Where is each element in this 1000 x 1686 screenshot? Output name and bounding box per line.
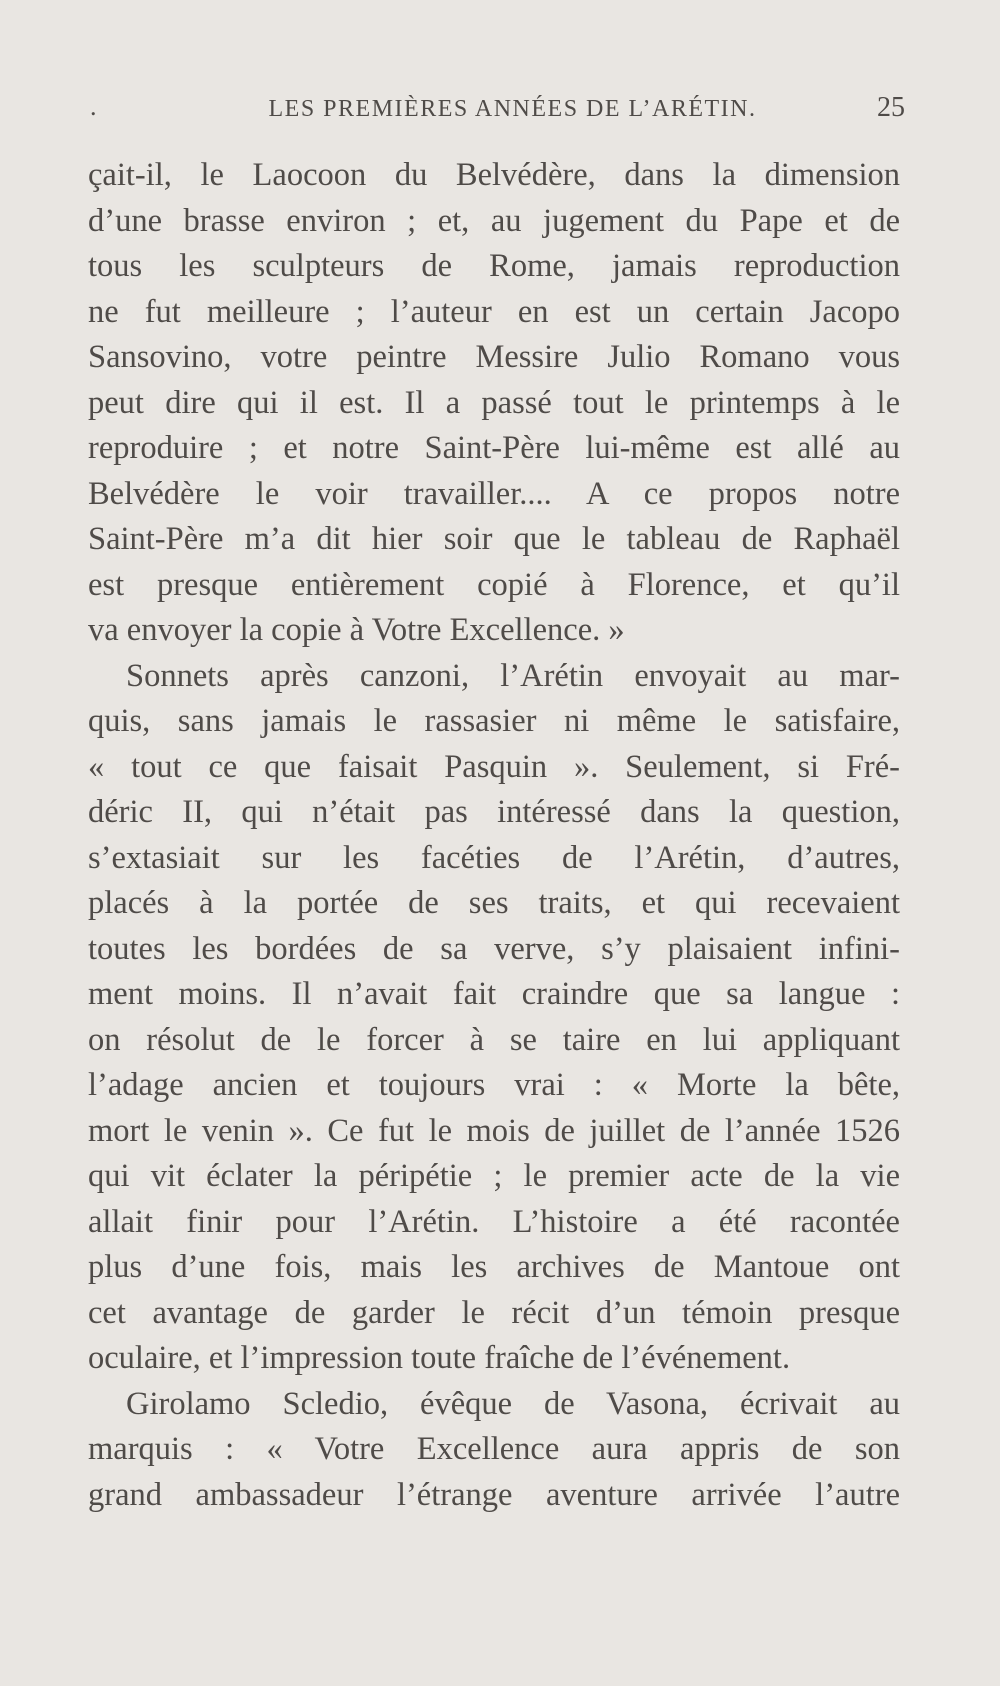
text-line: peut dire qui il est. Il a passé tout le printemps à le <box>88 384 900 421</box>
text-line: Sonnets après canzoni, l’Arétin envoyait au mar- <box>126 657 900 694</box>
page-number: 25 <box>877 92 905 123</box>
text-line: l’adage ancien et toujours vrai : « Morte la bête, <box>88 1067 900 1103</box>
text-line: on résolut de le forcer à se taire en lui appliquant <box>88 1021 900 1058</box>
text-line: est presque entièrement copié à Florence, et qu’il <box>88 566 900 603</box>
text-line: quis, sans jamais le rassasier ni même le satisfaire, <box>88 703 900 739</box>
running-title: LES PREMIÈRES ANNÉES DE L’ARÉTIN. <box>268 96 757 122</box>
text-line: Belvédère le voir travailler.... A ce propos notre <box>88 475 900 512</box>
text-line: qui vit éclater la péripétie ; le premier acte de la vie <box>88 1158 900 1194</box>
text-line: reproduire ; et notre Saint-Père lui-même est allé au <box>88 430 900 466</box>
text-line: allait finir pour l’Arétin. L’histoire a été racontée <box>88 1203 900 1240</box>
text-line: Girolamo Scledio, évêque de Vasona, écrivait au <box>126 1385 900 1422</box>
text-line: çait-il, le Laocoon du Belvédère, dans la dimension <box>88 157 900 193</box>
text-line: ment moins. Il n’avait fait craindre que sa langue : <box>88 976 900 1012</box>
text-line: tous les sculpteurs de Rome, jamais reproduction <box>88 248 900 284</box>
text-line: placés à la portée de ses traits, et qui recevaient <box>88 885 900 921</box>
text-line: « tout ce que faisait Pasquin ». Seulement, si Fré- <box>88 748 900 785</box>
text-line: mort le venin ». Ce fut le mois de juillet de l’année 1526 <box>88 1112 900 1149</box>
body-text <box>88 153 900 1518</box>
text-line: plus d’une fois, mais les archives de Mantoue ont <box>88 1249 900 1285</box>
text-line: Saint-Père m’a dit hier soir que le tableau de Raphaël <box>88 521 900 557</box>
text-line: déric II, qui n’était pas intéressé dans la question, <box>88 794 900 830</box>
header-dot: . <box>90 92 97 121</box>
text-line: ne fut meilleure ; l’auteur en est un certain Jacopo <box>88 293 900 330</box>
text-line: d’une brasse environ ; et, au jugement du Pape et de <box>88 202 900 239</box>
text-line: cet avantage de garder le récit d’un témoin presque <box>88 1294 900 1331</box>
text-line: va envoyer la copie à Votre Excellence. » <box>88 612 625 648</box>
text-line: Sansovino, votre peintre Messire Julio Romano vous <box>88 339 900 375</box>
text-line: s’extasiait sur les facéties de l’Arétin, d’autres, <box>88 839 900 876</box>
running-head <box>90 92 905 132</box>
text-line: oculaire, et l’impression toute fraîche de l’événement. <box>88 1340 791 1376</box>
text-line: grand ambassadeur l’étrange aventure arrivée l’autre <box>88 1476 900 1513</box>
text-line: marquis : « Votre Excellence aura appris de son <box>88 1431 900 1467</box>
text-line: toutes les bordées de sa verve, s’y plaisaient infini- <box>88 930 900 967</box>
